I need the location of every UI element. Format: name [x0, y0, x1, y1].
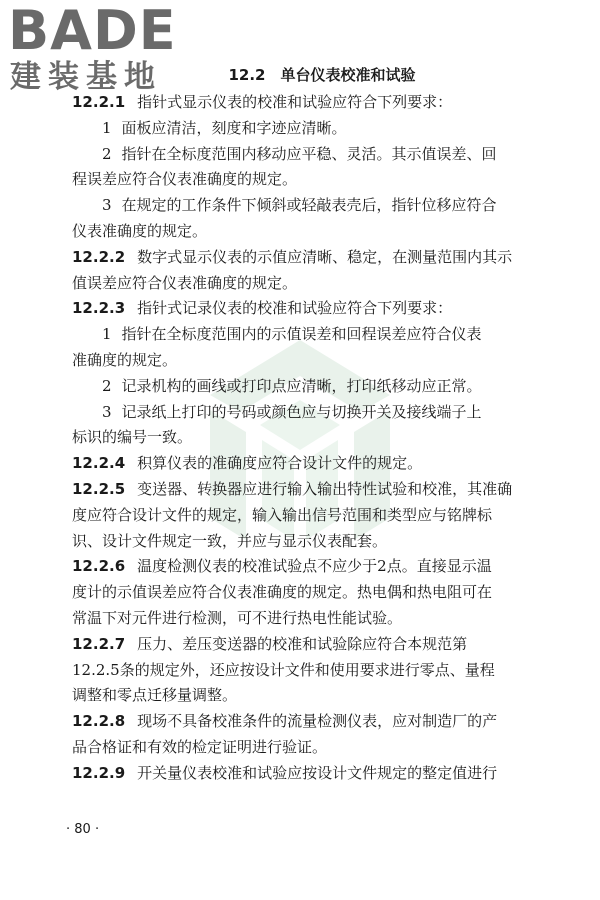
- clause-line: [72, 632, 532, 658]
- page-number: · 80 ·: [66, 822, 100, 837]
- clause-text: 数字式显示仪表的示值应清晰、稳定，在测量范围内其示: [137, 247, 513, 266]
- clause-text: 积算仪表的准确度应符合设计文件的规定。: [137, 454, 423, 473]
- item-number: 1: [102, 325, 112, 344]
- continuation-line: 标识的编号一致。: [72, 428, 193, 447]
- item-line: [72, 400, 532, 426]
- continuation-line: 调整和零点迁移量调整。: [72, 686, 238, 705]
- clause-number: 12.2.5: [72, 479, 126, 498]
- item-line: [72, 193, 532, 219]
- continuation-line: 度应符合设计文件的规定，输入输出信号范围和类型应与铭牌标: [72, 505, 493, 524]
- clause-line: [72, 296, 532, 322]
- clause-number: 12.2.4: [72, 454, 126, 473]
- continuation-line: 品合格证和有效的检定证明进行验证。: [72, 737, 328, 756]
- item-text: 在规定的工作条件下倾斜或轻敲表壳后，指针位移应符合: [121, 196, 497, 215]
- clause-text: 温度检测仪表的校准试验点不应少于2点。直接显示温: [137, 557, 492, 576]
- item-line: [72, 116, 532, 142]
- clause-number: 12.2.7: [72, 634, 126, 653]
- item-line: [72, 322, 532, 348]
- clause-text: 开关量仪表校准和试验应按设计文件规定的整定值进行: [137, 763, 498, 782]
- continuation-line: 度计的示值误差应符合仪表准确度的规定。热电偶和热电阻可在: [72, 583, 493, 602]
- item-text: 指针在全标度范围内的示值误差和回程误差应符合仪表: [121, 325, 482, 344]
- item-line: [72, 374, 532, 400]
- document-body: [72, 60, 532, 787]
- item-line: [72, 142, 532, 168]
- clause-text: 指针式记录仪表的校准和试验应符合下列要求：: [137, 299, 453, 318]
- clause-number: 12.2.3: [72, 299, 126, 318]
- continuation-line: 准确度的规定。: [72, 350, 178, 369]
- item-text: 记录纸上打印的号码或颜色应与切换开关及接线端子上: [121, 402, 482, 421]
- item-text: 面板应清洁，刻度和字迹应清晰。: [121, 118, 347, 137]
- continuation-line: 识、设计文件规定一致，并应与显示仪表配套。: [72, 531, 388, 550]
- continuation-line: 值误差应符合仪表准确度的规定。: [72, 273, 298, 292]
- section-title: 12.2 单台仪表校准和试验: [228, 66, 416, 84]
- item-number: 3: [102, 196, 112, 215]
- item-number: 2: [102, 144, 112, 163]
- clause-text: 指针式显示仪表的校准和试验应符合下列要求：: [137, 93, 453, 111]
- clause-line: [72, 761, 532, 787]
- item-number: 3: [102, 402, 112, 421]
- item-number: 1: [102, 118, 112, 137]
- item-number: 2: [102, 376, 112, 395]
- logo-subtext: 建装基地: [10, 59, 162, 95]
- clause-number: 12.2.8: [72, 712, 126, 731]
- clause-line: [72, 245, 532, 271]
- clause-line: [72, 709, 532, 735]
- continuation-line: 仪表准确度的规定。: [72, 221, 208, 240]
- clause-line: [72, 451, 532, 477]
- clause-number: 12.2.6: [72, 557, 126, 576]
- continuation-line: 程误差应符合仪表准确度的规定。: [72, 170, 298, 189]
- clause-text: 变送器、转换器应进行输入输出特性试验和校准，其准确: [137, 479, 513, 498]
- clause-line: [72, 477, 532, 503]
- clause-text: 压力、差压变送器的校准和试验除应符合本规范第: [137, 634, 468, 653]
- item-text: 指针在全标度范围内移动应平稳、灵活。其示值误差、回: [121, 144, 497, 163]
- clause-number: 12.2.1: [72, 93, 126, 111]
- logo-text: BADE: [8, 0, 177, 62]
- continuation-line: 12.2.5条的规定外，还应按设计文件和使用要求进行零点、量程: [72, 660, 495, 679]
- item-text: 记录机构的画线或打印点应清晰，打印纸移动应正常。: [121, 376, 482, 395]
- clause-number: 12.2.9: [72, 763, 126, 782]
- continuation-line: 常温下对元件进行检测，可不进行热电性能试验。: [72, 608, 403, 627]
- clause-text: 现场不具备校准条件的流量检测仪表，应对制造厂的产: [137, 712, 498, 731]
- clause-line: [72, 90, 532, 116]
- clause-number: 12.2.2: [72, 247, 126, 266]
- clause-line: [72, 554, 532, 580]
